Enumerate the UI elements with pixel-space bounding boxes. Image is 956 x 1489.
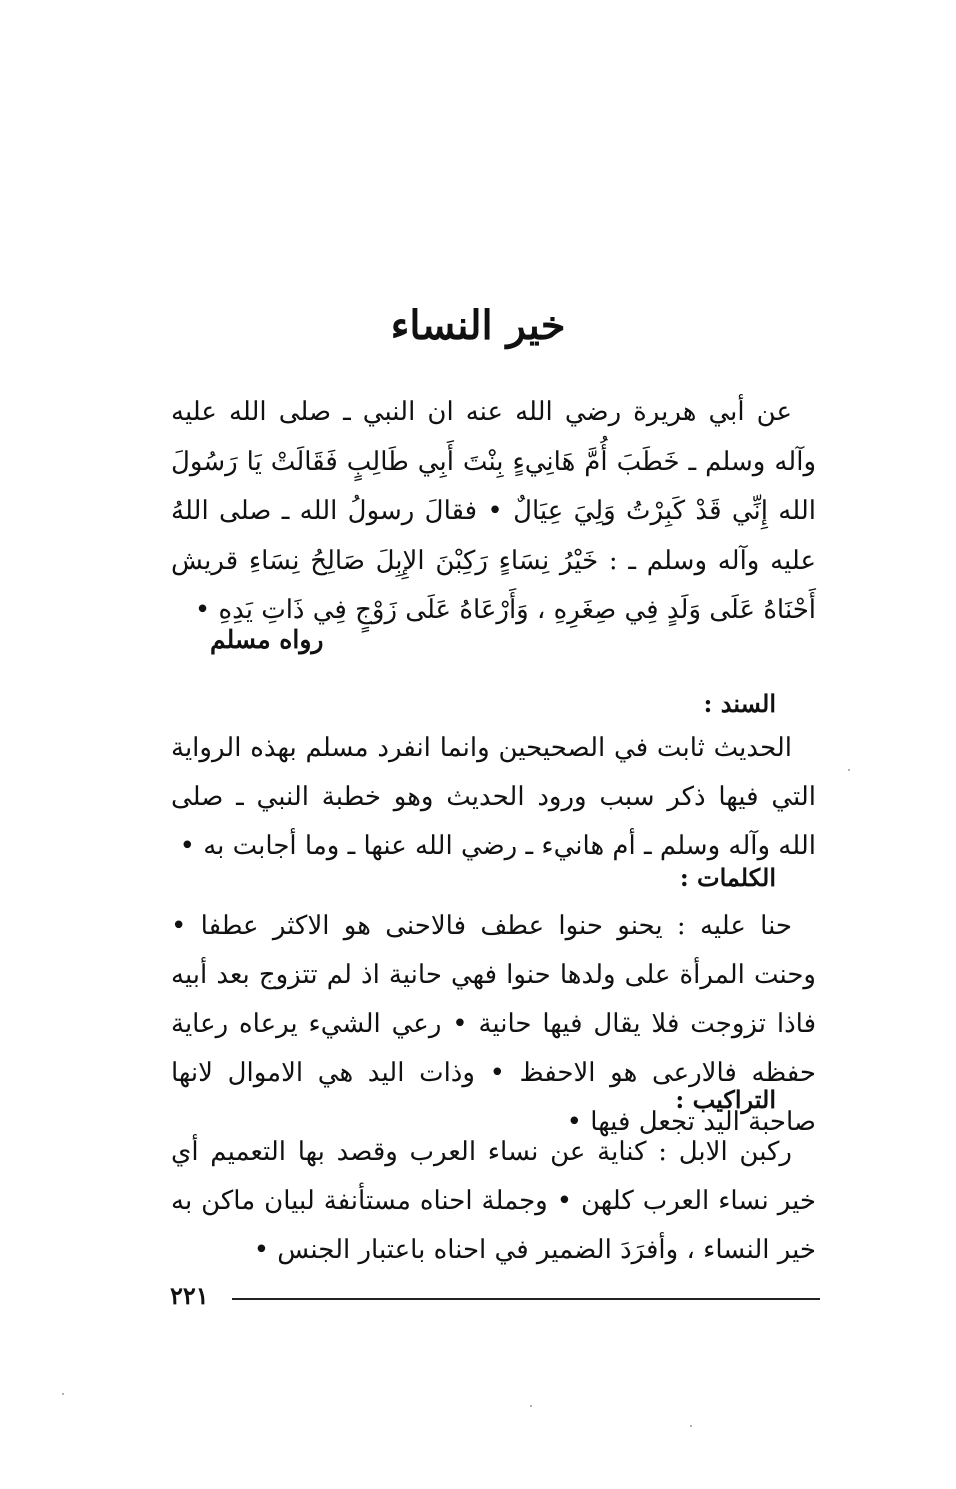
- section-heading-sanad: السند :: [703, 689, 776, 718]
- hadith-text: [171, 388, 816, 636]
- footer-rule: [232, 1298, 820, 1300]
- scan-speck: [530, 1405, 532, 1407]
- section-heading-kalimat: الكلمات :: [679, 863, 776, 892]
- hadith-body: عن أبي هريرة رضي الله عنه ان النبي ـ صلى الله عليه وآله وسلم ـ خَطَبَ أُمَّ هَانِيءٍ بِنْتَ أَبِي طَالِبٍ فَقَالَتْ يَا رَسُولَ الله إِنِّي قَدْ كَبِرْتُ وَلِيَ عِيَالٌ • فقالَ رسولُ الله ـ صلى اللهُ عليه وآله وسلم ـ : خَيْرُ نِسَاءٍ رَكِبْنَ الإِبِلَ صَالِحُ نِسَاءِ قريش أَحْنَاهُ عَلَى وَلَدٍ فِي صِغَرِهِ ، وَأَرْعَاهُ عَلَى زَوْجٍ فِي ذَاتِ يَدِهِ •: [171, 397, 816, 625]
- page-number: ٢٢١: [170, 1281, 209, 1310]
- tarakib-body: ركبن الابل : كناية عن نساء العرب وقصد بها التعميم أي خير نساء العرب كلهن • وجملة احناه مستأنفة لبيان ماكن به خير النساء ، وأفرَدَ الضمير في احناه باعتبار الجنس •: [171, 1137, 816, 1265]
- section-text-tarakib: [171, 1128, 816, 1275]
- scan-speck: [848, 769, 850, 771]
- page-title: خير النساء: [390, 302, 566, 349]
- page-footer: [170, 1276, 820, 1316]
- kalimat-body: حنا عليه : يحنو حنوا عطف فالاحنى هو الاكثر عطفا • وحنت المرأة على ولدها حنوا فهي حانية اذ لم تتزوج بعد أبيه فاذا تزوجت فلا يقال فيها حانية • رعي الشيء يرعاه رعاية حفظه فالارعى هو الاحفظ • وذات اليد هي الاموال لانها صاحبة اليد تجعل فيها •: [171, 911, 816, 1137]
- scan-speck: [690, 1425, 692, 1427]
- section-text-sanad: [171, 724, 816, 871]
- section-heading-tarakib: التراكيب :: [675, 1085, 776, 1114]
- sanad-body: الحديث ثابت في الصحيحين وانما انفرد مسلم بهذه الرواية التي فيها ذكر سبب ورود الحديث وهو خطبة النبي ـ صلى الله وآله وسلم ـ أم هانيء ـ رضي الله عنها ـ وما أجابت به •: [171, 733, 816, 861]
- narrator-attribution: رواه مسلم: [210, 625, 324, 654]
- scan-speck: [62, 1393, 64, 1395]
